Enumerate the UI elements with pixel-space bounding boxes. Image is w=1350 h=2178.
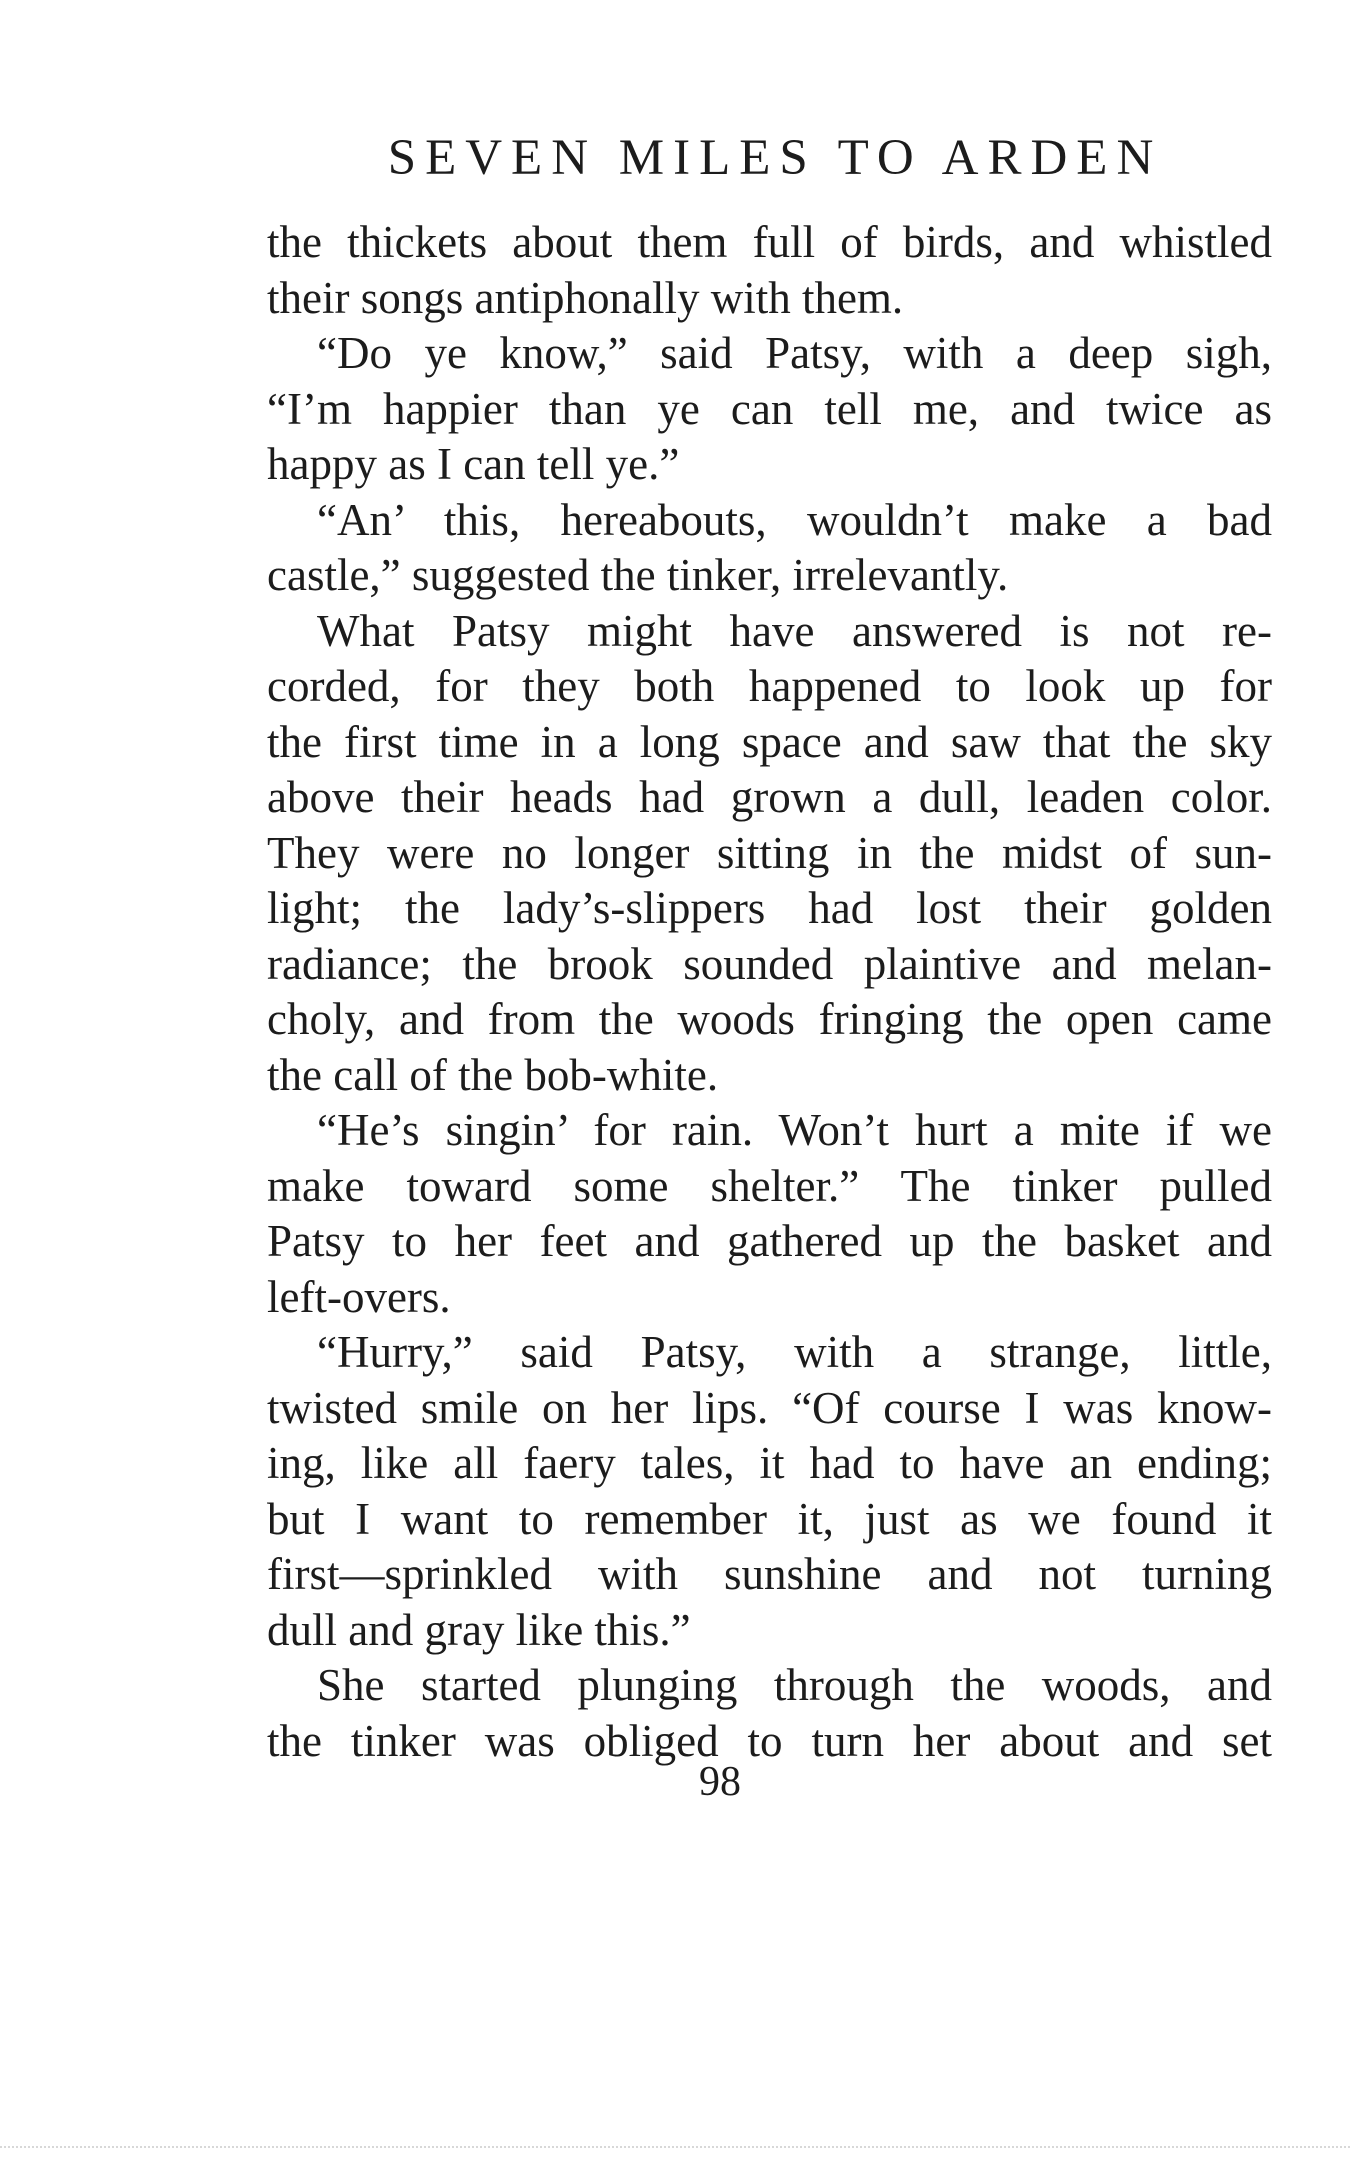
text-line: ing, like all faery tales, it had to have an ending; [267,1438,1272,1488]
running-head: SEVEN MILES TO ARDEN [387,130,1163,186]
text-line: corded, for they both happened to look up for [267,661,1272,711]
text-line: radiance; the brook sounded plaintive and melan- [267,938,1272,989]
text-line: the call of the bob-white. [267,1049,719,1100]
text-line: What Patsy might have answered is not re- [317,605,1272,656]
text-line: left-overs. [267,1271,451,1322]
text-line: castle,” suggested the tinker, irrelevantly. [267,550,1009,600]
text-line: She started plunging through the woods, and [317,1660,1272,1710]
text-line: “He’s singin’ for rain. Won’t hurt a mite if we [317,1105,1272,1155]
page-number: 98 [699,1759,741,1805]
text-line: the tinker was obliged to turn her about and set [267,1715,1272,1766]
text-line: their songs antiphonally with them. [267,272,904,323]
text-line: above their heads had grown a dull, leaden color. [267,772,1272,822]
text-line: They were no longer sitting in the midst of sun- [267,827,1272,878]
text-line: make toward some shelter.” The tinker pulled [267,1160,1272,1211]
text-line: the thickets about them full of birds, and whistled [267,217,1272,267]
text-line: “Do ye know,” said Patsy, with a deep sigh, [317,328,1272,378]
text-line: light; the lady’s-slippers had lost their golden [267,883,1272,933]
text-line: “I’m happier than ye can tell me, and twice as [267,383,1272,434]
text-line: choly, and from the woods fringing the open came [267,994,1272,1044]
text-line: Patsy to her feet and gathered up the basket and [267,1216,1272,1266]
text-line: first—sprinkled with sunshine and not turning [267,1549,1272,1599]
text-line: “An’ this, hereabouts, wouldn’t make a bad [317,494,1272,545]
text-line: dull and gray like this.” [267,1604,691,1655]
text-line: twisted smile on her lips. “Of course I was know- [267,1382,1272,1433]
body-text [267,215,1272,1769]
text-line: the first time in a long space and saw that the sky [267,716,1272,767]
text-line: “Hurry,” said Patsy, with a strange, little, [317,1327,1272,1377]
text-line: but I want to remember it, just as we found it [267,1493,1272,1544]
text-line: happy as I can tell ye.” [267,439,680,489]
scan-edge-divider [0,2144,1350,2148]
